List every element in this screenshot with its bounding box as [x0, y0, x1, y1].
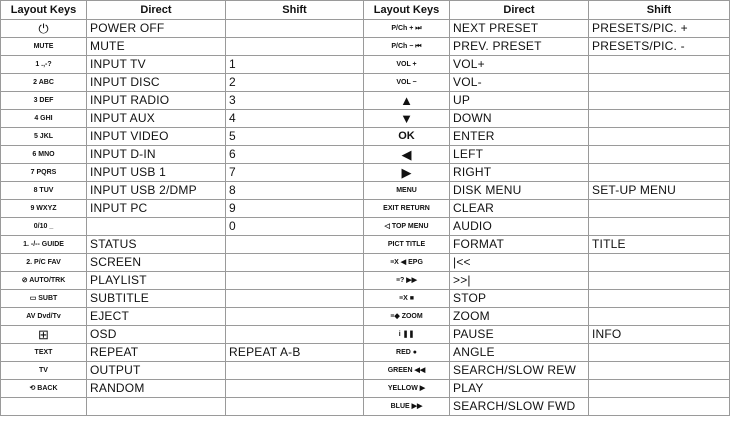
layout-key-left: ⊘ AUTO/TRK — [1, 272, 87, 290]
shift-function-right — [589, 110, 730, 128]
table-row — [1, 362, 730, 380]
layout-key-left: MUTE — [1, 38, 87, 56]
direct-function-right: ZOOM — [450, 308, 589, 326]
direct-function-right: SEARCH/SLOW REW — [450, 362, 589, 380]
shift-function-right — [589, 128, 730, 146]
layout-key-right: ▶ — [364, 164, 450, 182]
layout-key-right: ◀ — [364, 146, 450, 164]
direct-function-left: EJECT — [87, 308, 226, 326]
shift-function-left: 8 — [226, 182, 364, 200]
shift-function-right — [589, 254, 730, 272]
layout-key-right: ≡? ▶▶ — [364, 272, 450, 290]
shift-function-right — [589, 308, 730, 326]
direct-function-right: DISK MENU — [450, 182, 589, 200]
layout-key-left: 2. P/C FAV — [1, 254, 87, 272]
shift-function-right — [589, 200, 730, 218]
direct-function-left — [87, 218, 226, 236]
direct-function-right: PAUSE — [450, 326, 589, 344]
layout-key-right: VOL + — [364, 56, 450, 74]
layout-key-right: ≡X ◀ EPG — [364, 254, 450, 272]
direct-function-right: AUDIO — [450, 218, 589, 236]
direct-function-right: ENTER — [450, 128, 589, 146]
layout-key-right: GREEN ◀◀ — [364, 362, 450, 380]
layout-key-right: YELLOW ▶ — [364, 380, 450, 398]
direct-function-left: INPUT USB 2/DMP — [87, 182, 226, 200]
table-row — [1, 146, 730, 164]
shift-function-left — [226, 308, 364, 326]
direct-function-left: MUTE — [87, 38, 226, 56]
table-row — [1, 110, 730, 128]
shift-function-right: PRESETS/PIC. + — [589, 20, 730, 38]
layout-key-right: i ❚❚ — [364, 326, 450, 344]
layout-key-left: AV Dvd/Tv — [1, 308, 87, 326]
shift-function-right — [589, 380, 730, 398]
direct-function-right: SEARCH/SLOW FWD — [450, 398, 589, 416]
shift-function-right — [589, 56, 730, 74]
direct-function-right: PREV. PRESET — [450, 38, 589, 56]
layout-key-left: 9 WXYZ — [1, 200, 87, 218]
layout-key-left — [1, 398, 87, 416]
table-row — [1, 380, 730, 398]
shift-function-left: 1 — [226, 56, 364, 74]
shift-function-right — [589, 164, 730, 182]
table-row — [1, 308, 730, 326]
shift-function-left: 6 — [226, 146, 364, 164]
layout-key-left: ⏻ — [1, 20, 87, 38]
header-shift-left: Shift — [226, 1, 364, 20]
layout-key-left: 1. -/-- GUIDE — [1, 236, 87, 254]
shift-function-right — [589, 398, 730, 416]
layout-key-left: 0/10 _ — [1, 218, 87, 236]
layout-key-right: RED ● — [364, 344, 450, 362]
shift-function-right — [589, 344, 730, 362]
direct-function-left: INPUT VIDEO — [87, 128, 226, 146]
layout-key-right: PICT TITLE — [364, 236, 450, 254]
shift-function-left: 5 — [226, 128, 364, 146]
shift-function-right — [589, 272, 730, 290]
shift-function-right — [589, 74, 730, 92]
layout-key-right: ≡X ■ — [364, 290, 450, 308]
direct-function-right: RIGHT — [450, 164, 589, 182]
direct-function-left: INPUT USB 1 — [87, 164, 226, 182]
table-row — [1, 92, 730, 110]
direct-function-right: NEXT PRESET — [450, 20, 589, 38]
shift-function-right: TITLE — [589, 236, 730, 254]
direct-function-left: INPUT AUX — [87, 110, 226, 128]
direct-function-left: INPUT D-IN — [87, 146, 226, 164]
layout-key-right: BLUE ▶▶ — [364, 398, 450, 416]
layout-key-right: ≡◆ ZOOM — [364, 308, 450, 326]
direct-function-right: |<< — [450, 254, 589, 272]
layout-key-right: VOL − — [364, 74, 450, 92]
table-row — [1, 236, 730, 254]
shift-function-right — [589, 218, 730, 236]
header-direct-right: Direct — [450, 1, 589, 20]
shift-function-left: 3 — [226, 92, 364, 110]
direct-function-right: ANGLE — [450, 344, 589, 362]
direct-function-left: OUTPUT — [87, 362, 226, 380]
direct-function-left: PLAYLIST — [87, 272, 226, 290]
table-row — [1, 290, 730, 308]
direct-function-left: INPUT PC — [87, 200, 226, 218]
table-row — [1, 398, 730, 416]
table-row — [1, 218, 730, 236]
header-shift-right: Shift — [589, 1, 730, 20]
shift-function-left — [226, 380, 364, 398]
direct-function-left: RANDOM — [87, 380, 226, 398]
direct-function-right: DOWN — [450, 110, 589, 128]
table-row — [1, 200, 730, 218]
layout-key-left: 4 GHI — [1, 110, 87, 128]
shift-function-left — [226, 236, 364, 254]
shift-function-right — [589, 362, 730, 380]
shift-function-left — [226, 362, 364, 380]
layout-key-right: ▼ — [364, 110, 450, 128]
shift-function-left: 9 — [226, 200, 364, 218]
shift-function-left — [226, 326, 364, 344]
table-row — [1, 20, 730, 38]
shift-function-left: 2 — [226, 74, 364, 92]
table-row — [1, 56, 730, 74]
shift-function-left — [226, 254, 364, 272]
direct-function-left: REPEAT — [87, 344, 226, 362]
layout-key-left: 6 MNO — [1, 146, 87, 164]
direct-function-left: INPUT DISC — [87, 74, 226, 92]
layout-key-right: P/Ch − ⏮ — [364, 38, 450, 56]
direct-function-right: STOP — [450, 290, 589, 308]
layout-key-left: ⊞ — [1, 326, 87, 344]
direct-function-right: CLEAR — [450, 200, 589, 218]
direct-function-left: OSD — [87, 326, 226, 344]
layout-key-left: ▭ SUBT — [1, 290, 87, 308]
direct-function-left: STATUS — [87, 236, 226, 254]
direct-function-left: SUBTITLE — [87, 290, 226, 308]
shift-function-left: 7 — [226, 164, 364, 182]
direct-function-left: SCREEN — [87, 254, 226, 272]
shift-function-left: 4 — [226, 110, 364, 128]
direct-function-right: PLAY — [450, 380, 589, 398]
layout-key-right: ◁ TOP MENU — [364, 218, 450, 236]
layout-key-left: 7 PQRS — [1, 164, 87, 182]
shift-function-left: 0 — [226, 218, 364, 236]
shift-function-left — [226, 20, 364, 38]
table-row — [1, 272, 730, 290]
shift-function-left — [226, 272, 364, 290]
table-row — [1, 164, 730, 182]
shift-function-right: SET-UP MENU — [589, 182, 730, 200]
table-row — [1, 128, 730, 146]
direct-function-right: UP — [450, 92, 589, 110]
header-layout-keys-left: Layout Keys — [1, 1, 87, 20]
layout-key-left: 1 .,-? — [1, 56, 87, 74]
layout-key-right: OK — [364, 128, 450, 146]
layout-key-right: ▲ — [364, 92, 450, 110]
shift-function-left — [226, 290, 364, 308]
header-layout-keys-right: Layout Keys — [364, 1, 450, 20]
direct-function-right: VOL- — [450, 74, 589, 92]
direct-function-right: FORMAT — [450, 236, 589, 254]
direct-function-left: INPUT RADIO — [87, 92, 226, 110]
direct-function-left — [87, 398, 226, 416]
direct-function-right: >>| — [450, 272, 589, 290]
shift-function-right: PRESETS/PIC. - — [589, 38, 730, 56]
shift-function-left — [226, 38, 364, 56]
direct-function-right: VOL+ — [450, 56, 589, 74]
layout-key-right: P/Ch + ⏭ — [364, 20, 450, 38]
layout-key-left: 8 TUV — [1, 182, 87, 200]
shift-function-right — [589, 146, 730, 164]
shift-function-left — [226, 398, 364, 416]
table-row — [1, 182, 730, 200]
direct-function-right: LEFT — [450, 146, 589, 164]
shift-function-right — [589, 92, 730, 110]
table-row — [1, 326, 730, 344]
direct-function-left: POWER OFF — [87, 20, 226, 38]
shift-function-right — [589, 290, 730, 308]
layout-key-left: TEXT — [1, 344, 87, 362]
layout-key-left: 5 JKL — [1, 128, 87, 146]
table-body — [1, 20, 730, 416]
header-direct-left: Direct — [87, 1, 226, 20]
header-row — [1, 1, 730, 20]
layout-key-left: ⟲ BACK — [1, 380, 87, 398]
layout-key-left: 2 ABC — [1, 74, 87, 92]
layout-key-left: TV — [1, 362, 87, 380]
table-row — [1, 38, 730, 56]
direct-function-left: INPUT TV — [87, 56, 226, 74]
table-row — [1, 254, 730, 272]
table-row — [1, 344, 730, 362]
layout-key-right: MENU — [364, 182, 450, 200]
table-row — [1, 74, 730, 92]
shift-function-left: REPEAT A-B — [226, 344, 364, 362]
shift-function-right: INFO — [589, 326, 730, 344]
layout-key-left: 3 DEF — [1, 92, 87, 110]
layout-key-right: EXIT RETURN — [364, 200, 450, 218]
